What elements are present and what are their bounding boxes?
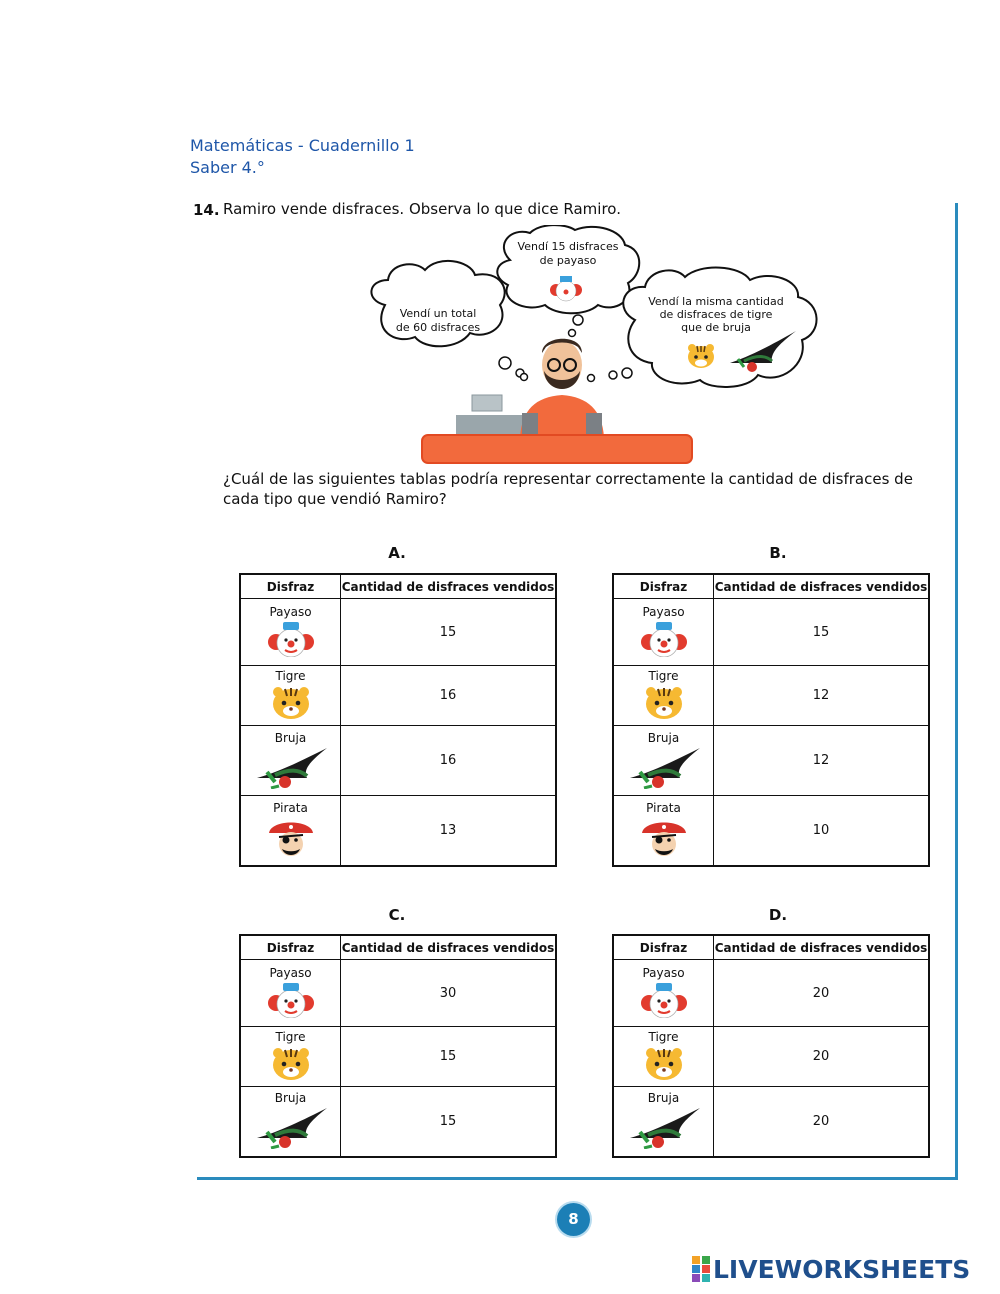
quantity-cell: 30 bbox=[341, 960, 557, 1027]
option-b-table bbox=[612, 573, 930, 867]
thought-bubble-right bbox=[623, 268, 816, 387]
table-row bbox=[613, 599, 929, 666]
tiger-icon bbox=[241, 1046, 340, 1086]
costume-name: Bruja bbox=[274, 1091, 307, 1106]
header-costume: Disfraz bbox=[240, 574, 341, 599]
quantity-cell: 12 bbox=[714, 726, 930, 796]
costume-name: Bruja bbox=[647, 730, 680, 745]
costume-cell bbox=[240, 960, 341, 1027]
brand-name: LIVEWORKSHEETS bbox=[713, 1254, 971, 1284]
costume-cell bbox=[613, 666, 714, 726]
costume-cell bbox=[613, 796, 714, 866]
costume-cell bbox=[240, 796, 341, 866]
quantity-cell: 10 bbox=[714, 796, 930, 866]
ramiro-character bbox=[520, 339, 604, 439]
quantity-cell: 16 bbox=[341, 726, 557, 796]
page-number: 8 bbox=[557, 1203, 590, 1236]
tiger-icon bbox=[614, 1046, 713, 1086]
bubble-left-line1: Vendí un total bbox=[399, 307, 477, 320]
costume-name: Tigre bbox=[275, 668, 306, 683]
frame-border-right bbox=[955, 203, 958, 1180]
thought-bubble-top bbox=[497, 225, 639, 313]
question-prompt: ¿Cuál de las siguientes tablas podría representar correctamente la cantidad de disfraces de cada tipo que vendió Ramiro? bbox=[223, 470, 913, 508]
table-row bbox=[613, 796, 929, 866]
costume-name: Bruja bbox=[647, 1091, 680, 1106]
quantity-cell: 20 bbox=[714, 1087, 930, 1157]
table-row bbox=[240, 726, 556, 796]
quantity-cell: 12 bbox=[714, 666, 930, 726]
clown-icon bbox=[241, 982, 340, 1022]
shop-counter bbox=[422, 435, 692, 463]
option-a-label: A. bbox=[388, 544, 406, 562]
costume-name: Payaso bbox=[642, 605, 685, 619]
document-header bbox=[190, 135, 415, 179]
bubble-right-line1: Vendí la misma cantidad bbox=[648, 295, 784, 308]
costume-cell bbox=[613, 960, 714, 1027]
frame-border-bottom bbox=[197, 1177, 958, 1180]
pirate-icon bbox=[614, 817, 713, 861]
tiger-icon bbox=[241, 685, 340, 725]
question-number: 14. bbox=[193, 201, 220, 219]
costume-name: Payaso bbox=[269, 605, 312, 619]
table-row bbox=[613, 1027, 929, 1087]
costume-name: Payaso bbox=[642, 966, 685, 980]
table-row bbox=[240, 1027, 556, 1087]
option-a-table bbox=[239, 573, 557, 867]
quantity-cell: 16 bbox=[341, 666, 557, 726]
witch-hat-icon bbox=[614, 747, 713, 793]
table-header-row bbox=[613, 935, 929, 960]
bubble-left-line2: de 60 disfraces bbox=[395, 321, 481, 334]
costume-cell bbox=[240, 726, 341, 796]
costume-name: Tigre bbox=[648, 1029, 679, 1044]
header-quantity: Cantidad de disfraces vendidos bbox=[714, 574, 930, 599]
header-costume: Disfraz bbox=[613, 935, 714, 960]
table-header-row bbox=[240, 935, 556, 960]
costume-name: Tigre bbox=[275, 1029, 306, 1044]
costume-cell bbox=[240, 599, 341, 666]
costume-name: Pirata bbox=[273, 801, 308, 816]
header-quantity: Cantidad de disfraces vendidos bbox=[714, 935, 930, 960]
liveworksheets-icon bbox=[692, 1256, 710, 1282]
pirate-icon bbox=[241, 817, 340, 861]
quantity-cell: 15 bbox=[341, 1087, 557, 1157]
bubble-right-line2: de disfraces de tigre bbox=[659, 308, 773, 321]
table-row bbox=[240, 796, 556, 866]
header-costume: Disfraz bbox=[240, 935, 341, 960]
costume-cell bbox=[613, 1087, 714, 1157]
costume-name: Pirata bbox=[646, 801, 681, 816]
quantity-cell: 15 bbox=[341, 599, 557, 666]
table-row bbox=[240, 599, 556, 666]
option-d-table bbox=[612, 934, 930, 1158]
bubble-top-line1: Vendí 15 disfraces bbox=[517, 240, 619, 253]
option-c-table bbox=[239, 934, 557, 1158]
clown-icon bbox=[241, 621, 340, 661]
ramiro-scene-illustration bbox=[360, 225, 840, 470]
liveworksheets-logo bbox=[692, 1253, 970, 1285]
table-header-row bbox=[240, 574, 556, 599]
costume-cell bbox=[240, 1087, 341, 1157]
table-row bbox=[240, 1087, 556, 1157]
option-d-label: D. bbox=[768, 906, 788, 924]
cash-register bbox=[456, 395, 522, 437]
table-row bbox=[240, 960, 556, 1027]
costume-name: Bruja bbox=[274, 730, 307, 745]
header-costume: Disfraz bbox=[613, 574, 714, 599]
costume-cell bbox=[240, 666, 341, 726]
costume-cell bbox=[240, 1027, 341, 1087]
witch-hat-icon bbox=[241, 1107, 340, 1153]
header-quantity: Cantidad de disfraces vendidos bbox=[341, 935, 557, 960]
tiger-icon bbox=[688, 344, 714, 368]
clown-icon bbox=[614, 982, 713, 1022]
costume-cell bbox=[613, 1027, 714, 1087]
witch-hat-icon bbox=[614, 1107, 713, 1153]
table-header-row bbox=[613, 574, 929, 599]
witch-hat-icon bbox=[241, 747, 340, 793]
quantity-cell: 13 bbox=[341, 796, 557, 866]
table-row bbox=[613, 666, 929, 726]
costume-cell bbox=[613, 599, 714, 666]
table-row bbox=[613, 1087, 929, 1157]
table-row bbox=[613, 726, 929, 796]
quantity-cell: 20 bbox=[714, 1027, 930, 1087]
costume-cell bbox=[613, 726, 714, 796]
option-b-label: B. bbox=[769, 544, 787, 562]
option-c-label: C. bbox=[388, 906, 406, 924]
bubble-right-line3: que de bruja bbox=[681, 321, 751, 334]
clown-icon bbox=[614, 621, 713, 661]
quantity-cell: 15 bbox=[714, 599, 930, 666]
tiger-icon bbox=[614, 685, 713, 725]
quantity-cell: 20 bbox=[714, 960, 930, 1027]
bubble-top-line2: de payaso bbox=[539, 254, 597, 267]
table-row bbox=[240, 666, 556, 726]
table-row bbox=[613, 960, 929, 1027]
quantity-cell: 15 bbox=[341, 1027, 557, 1087]
header-quantity: Cantidad de disfraces vendidos bbox=[341, 574, 557, 599]
subject-title: Matemáticas - Cuadernillo 1 bbox=[190, 136, 415, 155]
costume-name: Payaso bbox=[269, 966, 312, 980]
grade-title: Saber 4.° bbox=[190, 158, 265, 177]
costume-name: Tigre bbox=[648, 668, 679, 683]
thought-bubble-left bbox=[371, 261, 504, 346]
question-intro: Ramiro vende disfraces. Observa lo que dice Ramiro. bbox=[223, 200, 621, 218]
